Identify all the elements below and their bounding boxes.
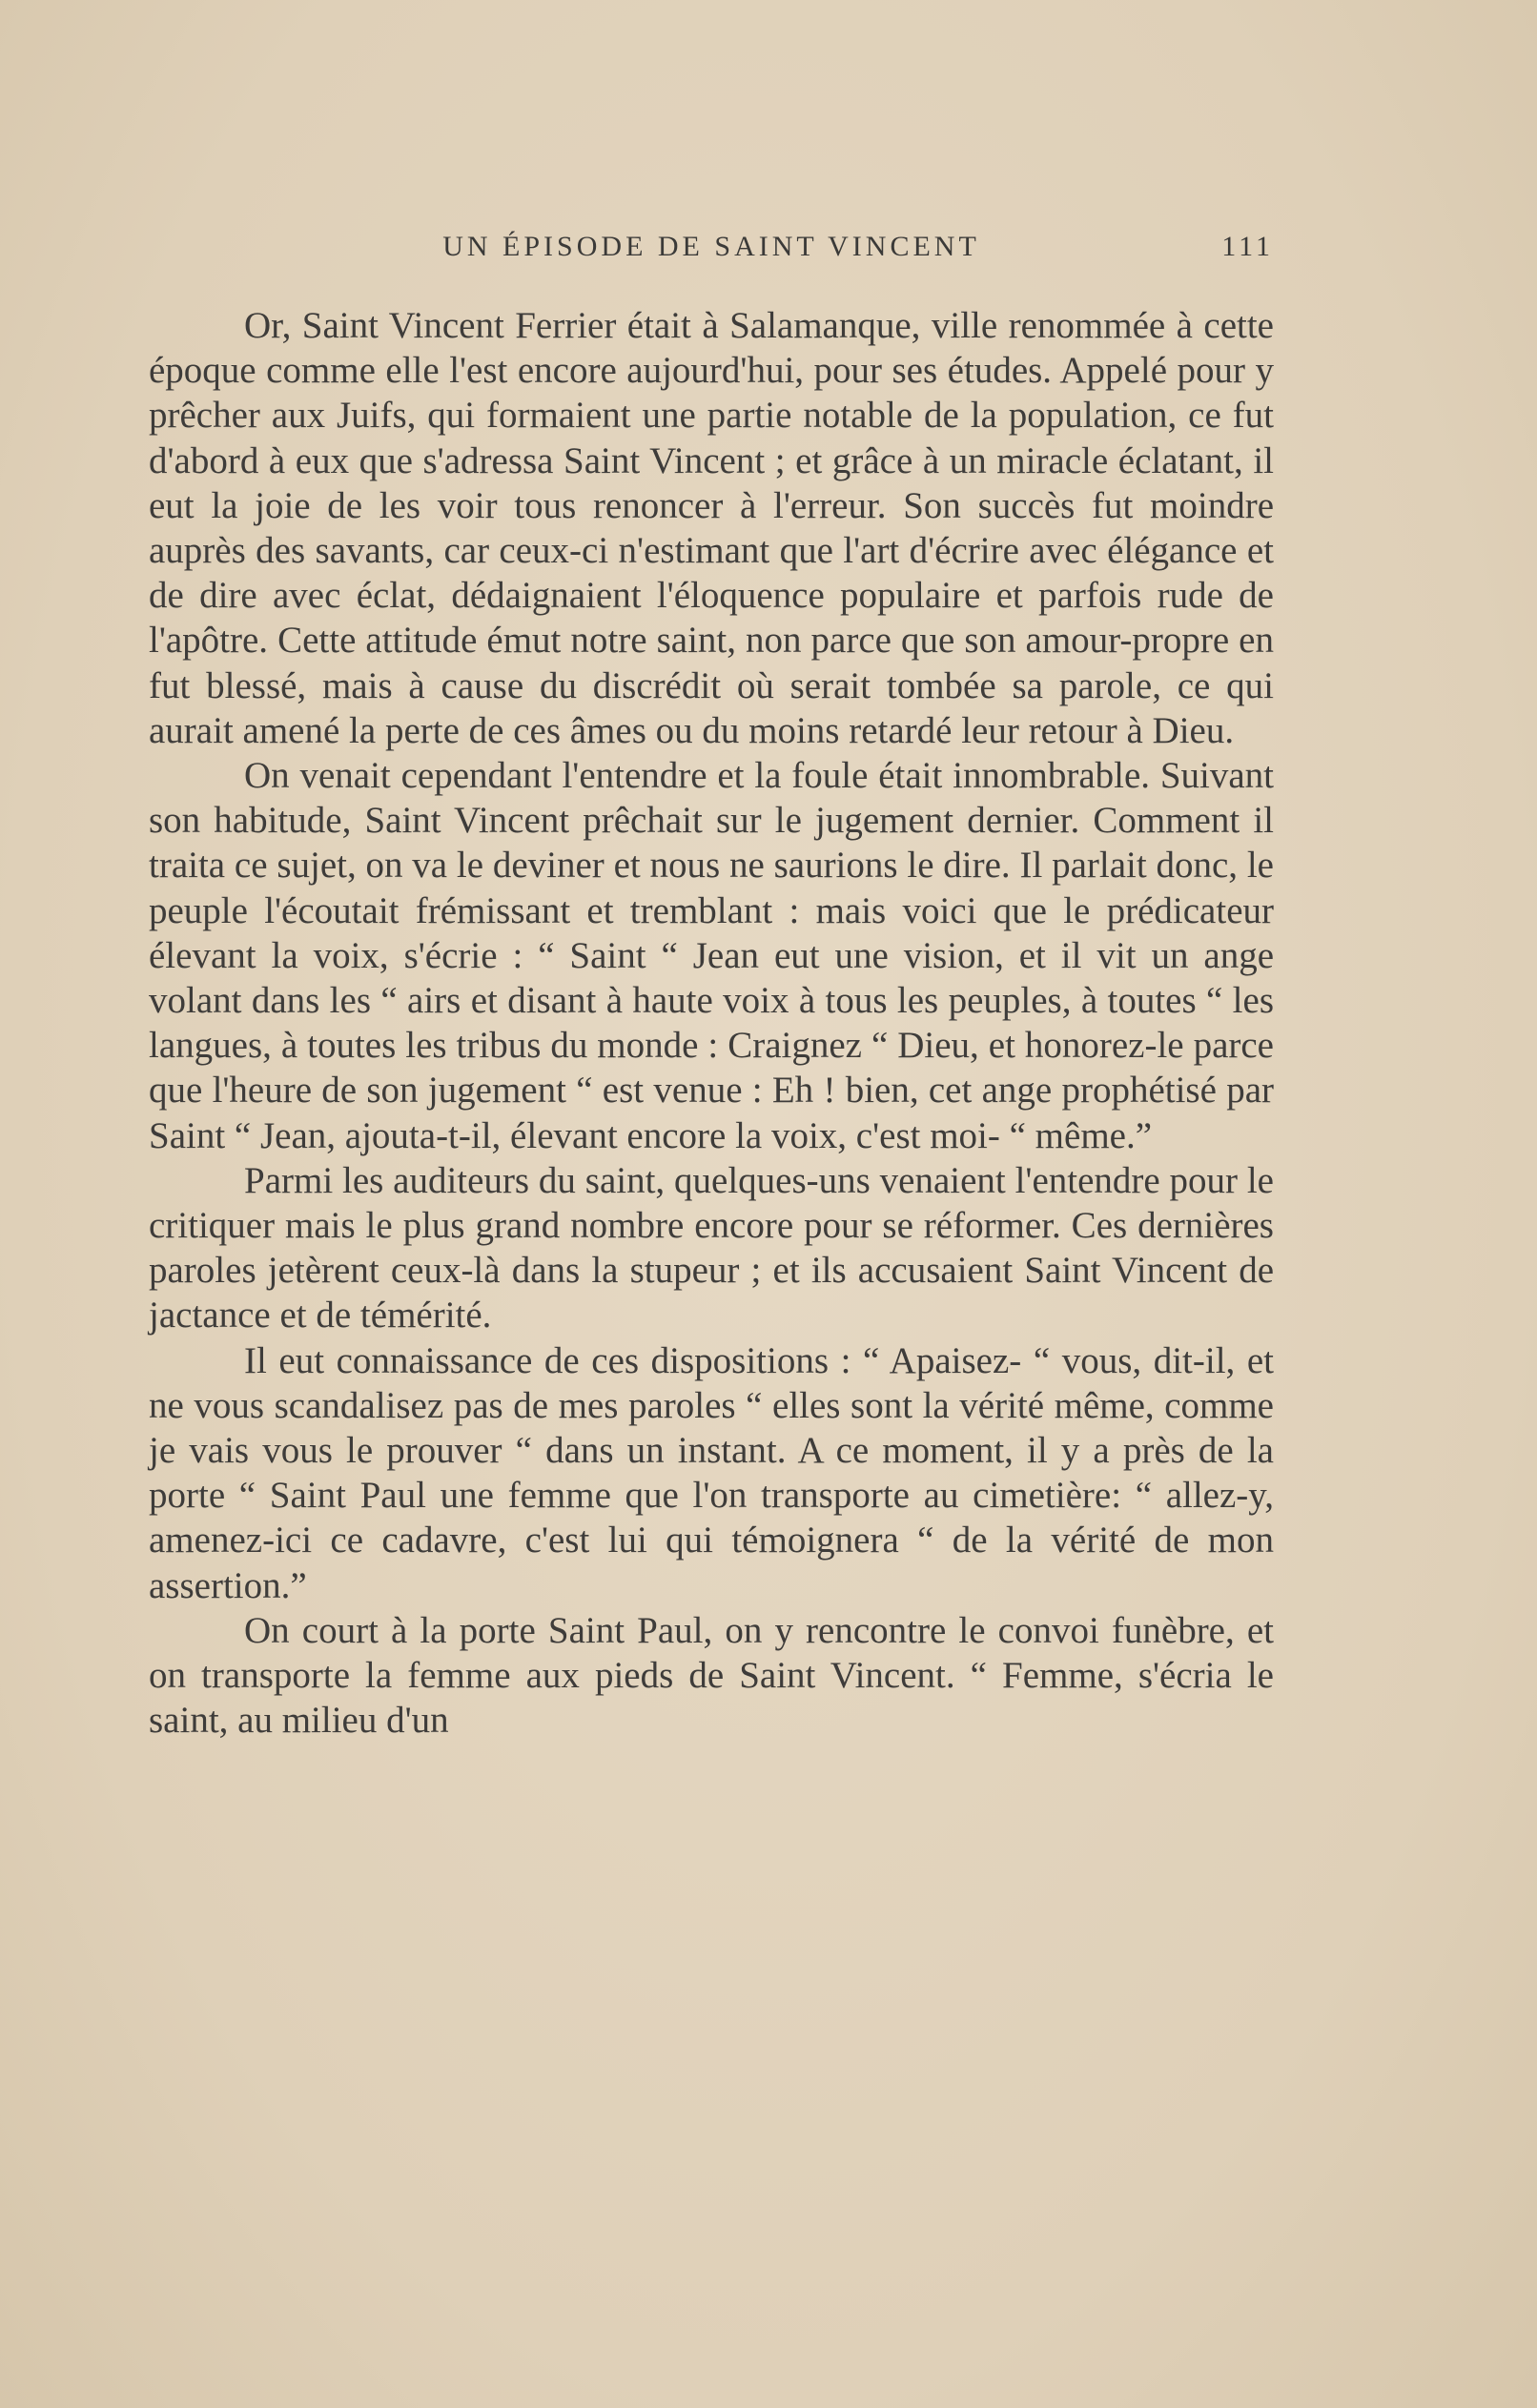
paragraph: On venait cependant l'entendre et la foule était innombrable. Suivant son habitude, Saint Vincent prêchait sur le jugement dernier. Comment il traita ce sujet, on va le deviner et nous ne saurions le dire. Il parlait donc, le peuple l'écoutait frémissant et tremblant : mais voici que le prédicateur élevant la voix, s'écrie : “ Saint “ Jean eut une vision, et il vit un ange volant dans les “ airs et disant à haute voix à tous les peuples, à toutes “ les langues, à toutes les tribus du monde : Craignez “ Dieu, et honorez-le parce que l'heure de son jugement “ est venue : Eh ! bien, cet ange prophétisé par Saint “ Jean, ajouta-t-il, élevant encore la voix, c'est moi- “ même.” xyxy=(149,755,1274,1156)
running-title: UN ÉPISODE DE SAINT VINCENT xyxy=(442,231,980,262)
body-text xyxy=(149,303,1274,1744)
page-header xyxy=(149,231,1274,269)
paragraph: Parmi les auditeurs du saint, quelques-uns venaient l'entendre pour le critiquer mais le plus grand nombre encore pour se réformer. Ces dernières paroles jetèrent ceux-là dans la stupeur ; et ils accusaient Saint Vincent de jactance et de témérité. xyxy=(149,1159,1274,1337)
paragraph: Il eut connaissance de ces dispositions : “ Apaisez- “ vous, dit-il, et ne vous scandalisez pas de mes paroles “ elles sont la vérité même, comme je vais vous le prouver “ dans un instant. A ce moment, il y a près de la porte “ Saint Paul une femme que l'on transporte au cimetière: “ allez-y, amenez-ici ce cadavre, c'est lui qui témoignera “ de la vérité de mon assertion.” xyxy=(149,1339,1274,1606)
paragraph: On court à la porte Saint Paul, on y rencontre le convoi funèbre, et on transporte la femme aux pieds de Saint Vincent. “ Femme, s'écria le saint, au milieu d'un xyxy=(149,1609,1274,1742)
paragraph: Or, Saint Vincent Ferrier était à Salamanque, ville renommée à cette époque comme elle l'est encore aujourd'hui, pour ses études. Appelé pour y prêcher aux Juifs, qui formaient une partie notable de la population, ce fut d'abord à eux que s'adressa Saint Vincent ; et grâce à un miracle éclatant, il eut la joie de les voir tous renoncer à l'erreur. Son succès fut moindre auprès des savants, car ceux-ci n'estimant que l'art d'écrire avec élégance et de dire avec éclat, dédaignaient l'éloquence populaire et parfois rude de l'apôtre. Cette attitude émut notre saint, non parce que son amour-propre en fut blessé, mais à cause du discrédit où serait tombée sa parole, ce qui aurait amené la perte de ces âmes ou du moins retardé leur retour à Dieu. xyxy=(149,305,1274,751)
page-number: 111 xyxy=(1221,231,1274,262)
